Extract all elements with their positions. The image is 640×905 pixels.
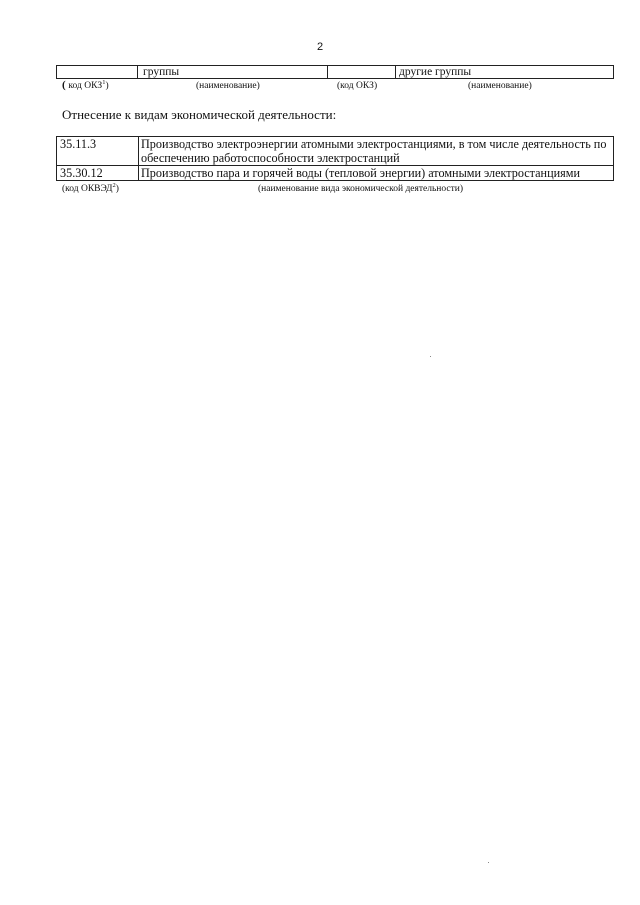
okz-divider [395, 66, 396, 78]
table-row [57, 166, 614, 181]
okved-name-caption: (наименование вида экономической деятельности) [258, 184, 463, 194]
okz-code-caption: ( код ОКЗ$^1$) [62, 79, 109, 91]
okved-activity-name: Производство электроэнергии атомными электростанциями, в том числе деятельность по обеспечению работоспособности электростанций [139, 137, 614, 166]
okved-table [56, 136, 614, 181]
okz-table [56, 65, 614, 79]
okz-other-groups: другие группы [399, 66, 472, 78]
page-number: 2 [316, 41, 324, 53]
okz-divider [327, 66, 328, 78]
okz-code-caption-2: (код ОКЗ) [337, 81, 378, 91]
okz-group-name: группы [143, 66, 180, 78]
scan-speck [430, 356, 431, 357]
okved-code: 35.30.12 [57, 166, 139, 181]
okz-name-caption: (наименование) [196, 81, 260, 91]
okved-code: 35.11.3 [57, 137, 139, 166]
okved-activity-name: Производство пара и горячей воды (тепловой энергии) атомными электростанциями [139, 166, 614, 181]
scan-speck [488, 862, 489, 863]
activities-heading: Отнесение к видам экономической деятельности: [62, 107, 337, 122]
okved-code-caption: (код ОКВЭД$^2$) [62, 182, 119, 194]
okz-name-caption-2: (наименование) [468, 81, 532, 91]
okz-divider [137, 66, 138, 78]
table-row [57, 137, 614, 166]
